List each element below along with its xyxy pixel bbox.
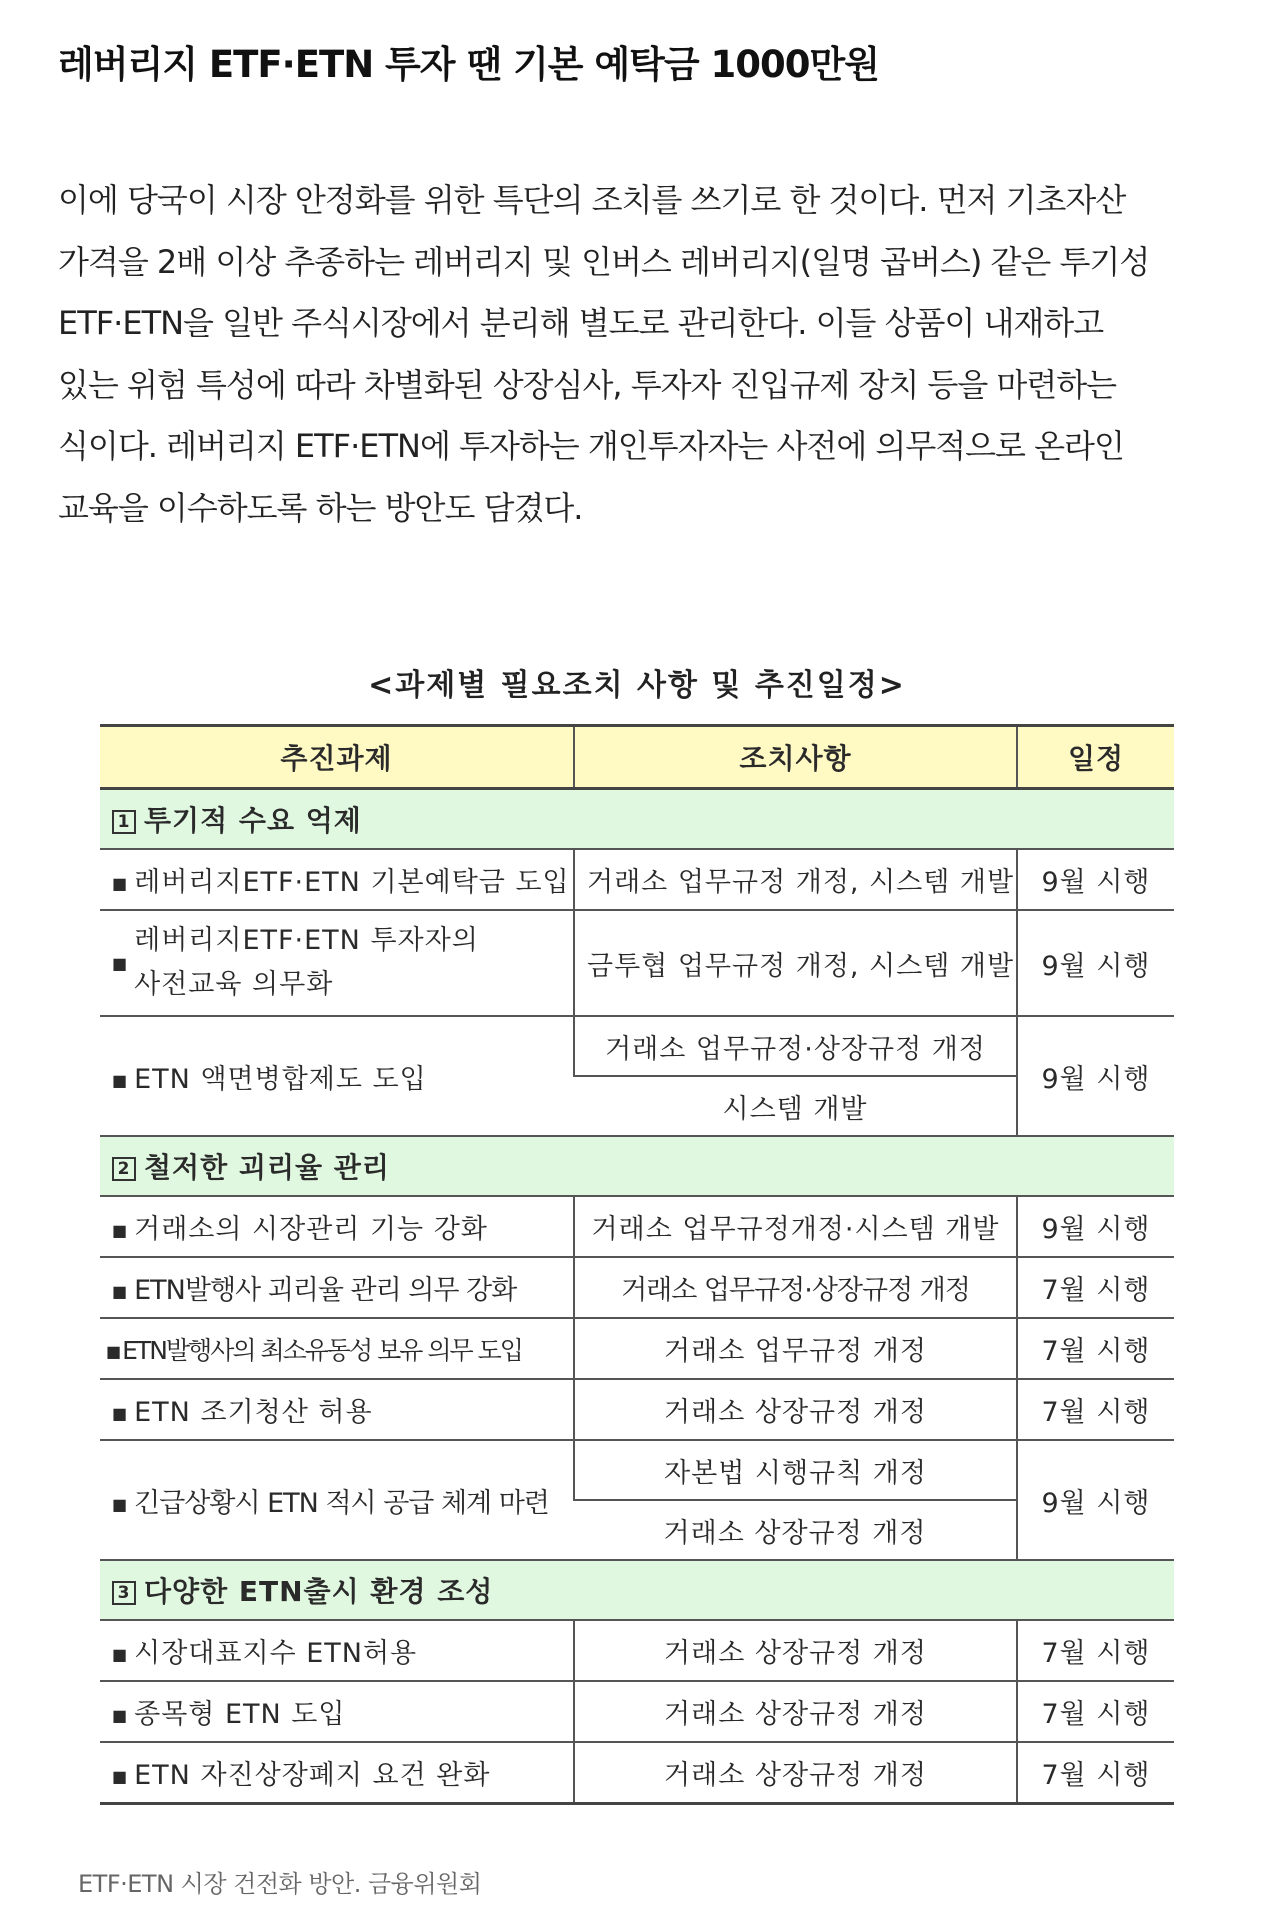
table-row <box>100 1379 1174 1440</box>
article-paragraph <box>58 170 1218 539</box>
table-header-row <box>100 726 1174 789</box>
article-line: 있는 위험 특성에 따라 차별화된 상장심사, 투자자 진입규제 장치 등을 마련하는 <box>58 365 1117 404</box>
task-cell <box>100 1440 574 1560</box>
task-cell <box>100 1620 574 1681</box>
task-cell <box>100 1016 574 1136</box>
section-number-box: 2 <box>112 1157 136 1181</box>
schedule-cell: 7월 시행 <box>1017 1318 1174 1379</box>
action-cell: 거래소 상장규정 개정 <box>574 1379 1017 1440</box>
section-row <box>100 1560 1174 1620</box>
schedule-cell: 7월 시행 <box>1017 1257 1174 1318</box>
article-line: 교육을 이수하도록 하는 방안도 담겼다. <box>58 488 583 527</box>
task-cell <box>100 1257 574 1318</box>
task-text: 시장대표지수 ETN허용 <box>134 1638 418 1669</box>
header-schedule: 일정 <box>1017 726 1174 789</box>
schedule-cell: 7월 시행 <box>1017 1620 1174 1681</box>
action-cell: 거래소 업무규정개정·시스템 개발 <box>574 1196 1017 1257</box>
table-row <box>100 1016 1174 1076</box>
section-title-text: 투기적 수요 억제 <box>144 804 362 837</box>
bullet-icon: ■ <box>112 1645 129 1664</box>
table-title <box>100 660 1174 704</box>
task-text: ETN발행사 괴리율 관리 의무 강화 <box>134 1275 517 1306</box>
bullet-icon: ■ <box>112 1767 129 1786</box>
article-headline: 레버리지 ETF·ETN 투자 땐 기본 예탁금 1000만원 <box>58 43 879 86</box>
bullet-icon: ■ <box>112 953 129 973</box>
task-text-line: 사전교육 의무화 <box>134 969 334 1000</box>
task-text <box>134 919 479 1007</box>
table-row <box>100 910 1174 1016</box>
article-line: 가격을 2배 이상 추종하는 레버리지 및 인버스 레버리지(일명 곱버스) 같은 투기성 <box>58 242 1150 281</box>
task-text: 레버리지ETF·ETN 기본예탁금 도입 <box>134 867 570 898</box>
bullet-icon: ■ <box>112 1282 129 1301</box>
section-title-text: 다양한 ETN출시 환경 조성 <box>144 1575 494 1608</box>
action-cell: 거래소 업무규정 개정, 시스템 개발 <box>574 849 1017 910</box>
article-line: 식이다. 레버리지 ETF·ETN에 투자하는 개인투자자는 사전에 의무적으로 온라인 <box>58 427 1124 465</box>
section-row <box>100 1136 1174 1196</box>
section-row <box>100 789 1174 850</box>
section-number-box: 3 <box>112 1581 136 1605</box>
table-row <box>100 1440 1174 1500</box>
schedule-cell: 7월 시행 <box>1017 1379 1174 1440</box>
header-action: 조치사항 <box>574 726 1017 789</box>
table-row <box>100 1257 1174 1318</box>
schedule-cell: 9월 시행 <box>1017 1196 1174 1257</box>
schedule-cell: 9월 시행 <box>1017 910 1174 1016</box>
task-cell <box>100 849 574 910</box>
action-cell: 시스템 개발 <box>574 1076 1017 1136</box>
action-cell: 자본법 시행규칙 개정 <box>574 1440 1017 1500</box>
task-text: 종목형 ETN 도입 <box>134 1699 346 1730</box>
section-title <box>100 1136 1174 1196</box>
section-number-box: 1 <box>112 810 136 834</box>
task-cell <box>100 910 574 1016</box>
table-row <box>100 1681 1174 1742</box>
article-line: ETF·ETN을 일반 주식시장에서 분리해 별도로 관리한다. 이들 상품이 내재하고 <box>58 304 1104 342</box>
section-title-text: 철저한 괴리율 관리 <box>144 1151 390 1184</box>
task-cell <box>100 1196 574 1257</box>
bullet-icon: ■ <box>112 1221 129 1240</box>
task-text-line: 레버리지ETF·ETN 투자자의 <box>134 925 479 956</box>
section-title <box>100 1560 1174 1620</box>
schedule-cell: 7월 시행 <box>1017 1681 1174 1742</box>
schedule-cell: 9월 시행 <box>1017 1440 1174 1560</box>
schedule-cell: 9월 시행 <box>1017 849 1174 910</box>
task-text: 거래소의 시장관리 기능 강화 <box>134 1214 488 1245</box>
task-cell <box>100 1742 574 1804</box>
article-line: 이에 당국이 시장 안정화를 위한 특단의 조치를 쓰기로 한 것이다. 먼저 기초자산 <box>58 181 1126 219</box>
action-cell: 거래소 상장규정 개정 <box>574 1500 1017 1560</box>
bullet-icon: ■ <box>112 1494 129 1514</box>
schedule-cell: 7월 시행 <box>1017 1742 1174 1804</box>
task-cell <box>100 1379 574 1440</box>
bullet-icon: ■ <box>112 1706 129 1725</box>
task-cell <box>100 1681 574 1742</box>
action-cell: 거래소 상장규정 개정 <box>574 1681 1017 1742</box>
task-text: 긴급상황시 ETN 적시 공급 체계 마련 <box>134 1487 549 1519</box>
action-cell: 거래소 업무규정 개정 <box>574 1318 1017 1379</box>
table-row <box>100 1318 1174 1379</box>
task-text: ETN 액면병합제도 도입 <box>134 1063 427 1095</box>
action-cell: 금투협 업무규정 개정, 시스템 개발 <box>574 910 1017 1016</box>
task-text: ETN 조기청산 허용 <box>134 1397 373 1428</box>
action-cell: 거래소 업무규정·상장규정 개정 <box>574 1016 1017 1076</box>
bullet-icon: ■ <box>112 874 129 893</box>
figure-caption: ETF·ETN 시장 건전화 방안. 금융위원회 <box>78 1870 482 1898</box>
table-row <box>100 1196 1174 1257</box>
bullet-icon: ■ <box>106 1341 123 1361</box>
table-row <box>100 1742 1174 1804</box>
action-cell: 거래소 상장규정 개정 <box>574 1742 1017 1804</box>
action-cell: 거래소 상장규정 개정 <box>574 1620 1017 1681</box>
action-cell: 거래소 업무규정·상장규정 개정 <box>574 1257 1017 1318</box>
table-title-text: <과제별 필요조치 사항 및 추진일정> <box>368 668 906 703</box>
table-row <box>100 849 1174 910</box>
schedule-cell: 9월 시행 <box>1017 1016 1174 1136</box>
section-title <box>100 789 1174 850</box>
task-text: ETN 자진상장폐지 요건 완화 <box>134 1760 491 1791</box>
table-row <box>100 1620 1174 1681</box>
article-body <box>58 170 1218 539</box>
header-task: 추진과제 <box>100 726 574 789</box>
task-text: ETN발행사의 최소유동성 보유 의무 도입 <box>122 1335 522 1365</box>
bullet-icon: ■ <box>112 1404 129 1423</box>
bullet-icon: ■ <box>112 1070 129 1090</box>
schedule-table <box>100 724 1174 1805</box>
task-cell <box>100 1318 574 1379</box>
